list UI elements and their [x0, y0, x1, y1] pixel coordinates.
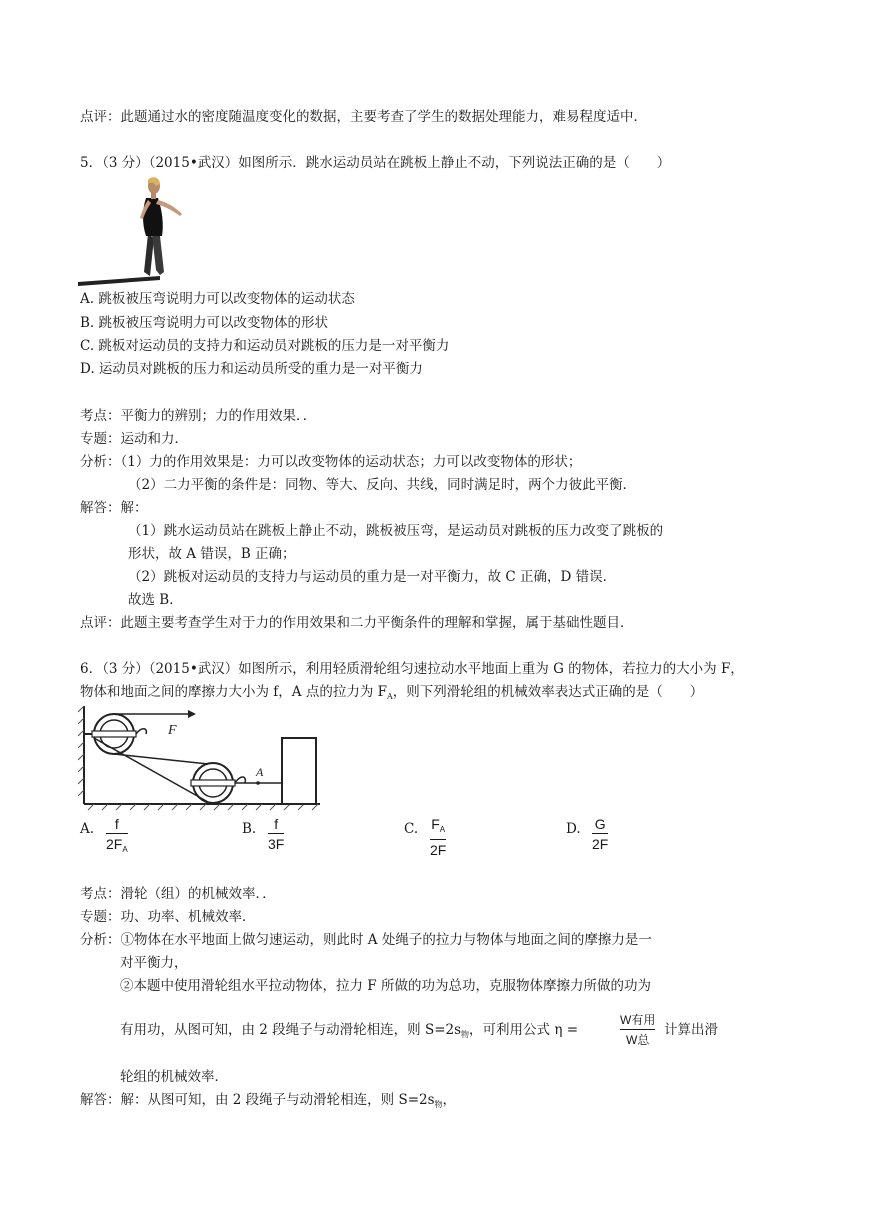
fraction-denominator: 2F	[592, 836, 609, 852]
fraction-numerator: $F_A$	[431, 816, 446, 834]
q6-option-d-letter: D.	[566, 821, 581, 837]
fraction-denominator: 2F	[430, 842, 447, 858]
fraction-denominator: $2F_A$	[106, 836, 128, 854]
q6-analysis-2: 对平衡力，	[120, 955, 188, 971]
q6-option-c-letter: C.	[404, 821, 419, 837]
efficiency-formula	[620, 1012, 655, 1048]
prev-comment: 点评：此题通过水的密度随温度变化的数据，主要考查了学生的数据处理能力，难易程度适中．	[80, 109, 647, 125]
q5-solution-3: （2）跳板对运动员的支持力与运动员的重力是一对平衡力，故 C 正确，D 错误．	[128, 569, 617, 585]
q6-stem-2: 物体和地面之间的摩擦力大小为 f，A 点的拉力为 $F_A$，则下列滑轮组的机械效率表达式正确的是（ ）	[80, 684, 704, 701]
fraction-denominator: 3F	[268, 836, 285, 852]
q5-option-a: A. 跳板被压弯说明力可以改变物体的运动状态	[80, 291, 355, 307]
q5-solution-4: 故选 B．	[128, 592, 183, 608]
q5-solution-1: （1）跳水运动员站在跳板上静止不动，跳板被压弯，是运动员对跳板的压力改变了跳板的	[128, 523, 664, 539]
fraction-numerator: G	[594, 816, 606, 832]
q6-analysis-4: 有用功，从图可知，由 2 段绳子与动滑轮相连，则 $S=2s_物$，可利用公式 η =	[120, 1022, 579, 1039]
fraction-bar	[592, 833, 608, 834]
q6-option-d-fraction	[592, 816, 608, 852]
q5-stem: 5．（3 分）（2015•武汉）如图所示．跳水运动员站在跳板上静止不动，下列说法正确的是（ ）	[80, 155, 671, 171]
q6-analysis-3: ②本题中使用滑轮组水平拉动物体，拉力 F 所做的功为总功，克服物体摩擦力所做的功为	[120, 978, 651, 994]
q5-option-c: C. 跳板对运动员的支持力和运动员对跳板的压力是一对平衡力	[80, 338, 450, 354]
fraction-bar	[268, 833, 284, 834]
q6-option-c-fraction	[430, 816, 446, 858]
q5-option-b: B. 跳板被压弯说明力可以改变物体的形状	[80, 315, 329, 331]
force-label-F: F	[168, 723, 177, 738]
q6-kaodian: 考点：滑轮（组）的机械效率．．	[80, 886, 276, 902]
q6-option-a-fraction	[106, 816, 128, 858]
formula-numerator: W有用	[620, 1013, 656, 1027]
q6-analysis-1: 分析：①物体在水平地面上做匀速运动，则此时 A 处绳子的拉力与物体与地面之间的摩擦力是一	[80, 932, 652, 948]
pulley-figure	[78, 704, 328, 814]
q6-solution: 解答：解：从图可知，由 2 段绳子与动滑轮相连，则 $S=2s_物$，	[80, 1092, 457, 1109]
q6-analysis-4-end: 计算出滑	[664, 1022, 718, 1038]
q6-option-b-letter: B.	[242, 821, 257, 837]
fraction-numerator: f	[274, 816, 279, 832]
q5-analysis-2: （2）二力平衡的条件是：同物、等大、反向、共线，同时满足时，两个力彼此平衡．	[128, 477, 637, 493]
q5-analysis-1: 分析：（1）力的作用效果是：力可以改变物体的运动状态；力可以改变物体的形状；	[80, 454, 582, 470]
fraction-numerator: f	[114, 816, 119, 832]
fraction-bar	[620, 1029, 655, 1030]
point-label-A: A	[256, 765, 264, 779]
q6-zhuanti: 专题：功、功率、机械效率．	[80, 909, 256, 925]
fraction-bar	[430, 839, 446, 840]
formula-denominator: W总	[626, 1033, 650, 1047]
fraction-bar	[106, 833, 128, 834]
q5-solution-2: 形状，故 A 错误，B 正确；	[128, 546, 296, 562]
q6-analysis-5: 轮组的机械效率．	[120, 1069, 228, 1085]
diver-figure	[78, 176, 188, 288]
q6-stem-1: 6．（3 分）（2015•武汉）如图所示，利用轻质滑轮组匀速拉动水平地面上重为 G 的物体，若拉力的大小为 F，	[80, 661, 744, 677]
q6-option-b-fraction	[268, 816, 284, 852]
q5-kaodian: 考点：平衡力的辨别；力的作用效果．．	[80, 408, 317, 424]
q5-solution-label: 解答：解：	[80, 500, 148, 516]
q5-comment: 点评：此题主要考查学生对于力的作用效果和二力平衡条件的理解和掌握，属于基础性题目．	[80, 615, 634, 631]
q5-zhuanti: 专题：运动和力．	[80, 431, 188, 447]
q6-option-a-letter: A.	[80, 821, 95, 837]
q5-option-d: D. 运动员对跳板的压力和运动员所受的重力是一对平衡力	[80, 361, 423, 377]
